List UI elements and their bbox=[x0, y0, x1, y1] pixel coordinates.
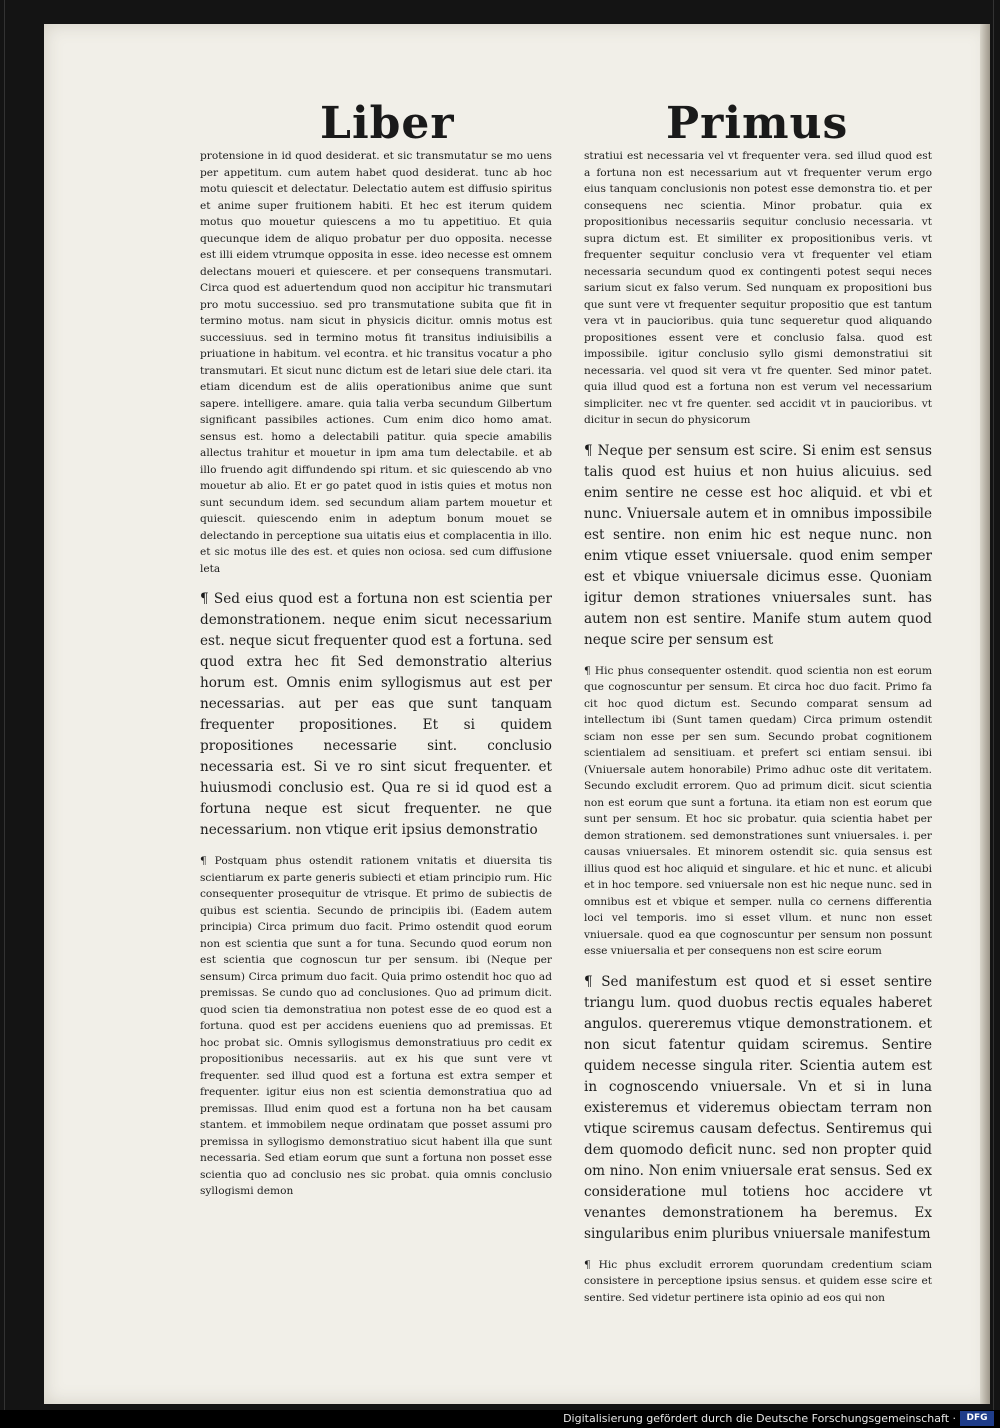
commentary-paragraph-2: ¶ Postquam phus ostendit rationem vnitatis et diuersita tis scientiarum ex parte generis subiecti et etiam principio rum. Hic consequenter prosequitur de vtrisque. Et primo de subiectis de quibus est scientia. Secundo de principiis ibi. (Eadem autem principia) Circa primum duo facit. Primo ostendit quod eorum non est scientia que sunt a for tuna. Secundo quod eorum non est scientia que cognoscun tur per sensum. ibi (Neque per sensum) Circa primum duo facit. Quia primo ostendit hoc quo ad premissas. Se cundo quo ad conclusiones. Quo ad primum dicit. quod scien tia demonstratiua non potest esse de eo quod est a fortuna. quod est per accidens eueniens quo ad premissas. Et hoc probat sic. Omnis syllogismus demonstratiuus pro cedit ex propositionibus necessariis. aut ex his que sunt vere vt frequenter. sed illud quod est a fortuna est extra semper et frequenter. igitur eius non est scientia demonstratiua quo ad premissas. Illud enim quod est a fortuna non ha bet causam stantem. et immobilem neque ordinatam que posset assumi pro premissa in syllogismo demonstratiuo sicut habent illa que sunt necessaria. Sed etiam eorum que sunt a fortuna non posset esse scientia quo ad conclusio nes sic probat. quia omnis conclusio syllogismi demon bbox=[200, 855, 552, 1197]
page-edge bbox=[980, 24, 990, 1404]
scan-frame-right bbox=[993, 0, 994, 1410]
running-head-right: Primus bbox=[666, 98, 849, 149]
commentary-paragraph-5: ¶ Hic phus excludit errorem quorundam credentium sciam consistere in perceptione ipsius sensus. et quidem esse scire et sentire. Sed videtur pertinere ista opinio ad eos qui non bbox=[584, 1258, 932, 1304]
aristotle-text-paragraph-1: ¶ Sed eius quod est a fortuna non est scientia per demonstrationem. neque enim sicut necessarium est. neque sicut frequenter quod est a fortuna. sed quod extra hec fit Sed demonstratio alterius horum est. Omnis enim syllogismus aut est per necessarias. aut per eas que sunt tanquam frequenter propositiones. Et si quidem propositiones necessarie sint. conclusio necessaria est. Si ve ro sint sicut frequenter. et huiusmodi conclusio est. Qua re si id quod est a fortuna neque est sicut frequenter. ne que necessarium. non vtique erit ipsius demonstratio bbox=[200, 591, 552, 838]
commentary-paragraph-1: protensione in id quod desiderat. et sic transmutatur se mo uens per appetitum. cum autem habet quod desiderat. tunc ab hoc motu quiescit et delectatur. Delectatio autem est diffusio spiritus et anime super fruitionem habiti. Et hec est iterum quidem motus quo mouetur quiescens a mo tu appetitiuo. Et quia quecunque idem de aliquo probatur per duo opposita. necesse est illi eidem vtrumque opposita in esse. ideo necesse est omnem delectans moueri et quiescere. et per consequens transmutari. Circa quod est aduertendum quod non accipitur hic transmutari pro motu successiuo. sed pro transmutatione subita que fit in termino motus. nam sicut in physicis dicitur. omnis motus est successiuus. sed in termino motus fit transitus indiuisibilis a priuatione in habitum. vel econtra. et hic transitus vocatur a pho transmutari. Et sicut nunc dictum est de letari siue dele ctari. ita etiam dicendum est de aliis operationibus anime que sunt sapere. intelligere. amare. quia talia verba secundum Gilbertum significant passibiles actiones. Cum enim dico homo amat. sensus est. homo a delectabili patitur. quia specie amabilis allectus trahitur et mouetur in ipm ama tum delectabile. et ab illo fruendo agit diffundendo spi ritum. et sic quiescendo ab vno mouetur ab alio. Et er go patet quod in istis quies et motus non sunt secundum idem. sed secundum aliam partem mouetur et quiescit. quiescendo enim in adeptum bonum mouet se delectando in perceptione sua uitatis eius et complacentia in illo. et sic motus ille des est. et quies non ociosa. sed cum diffusione leta bbox=[200, 150, 552, 575]
left-text-column bbox=[200, 148, 552, 1212]
running-head-left: Liber bbox=[320, 98, 455, 149]
dfg-logo-icon: DFG bbox=[960, 1411, 994, 1426]
aristotle-text-paragraph-2: ¶ Neque per sensum est scire. Si enim est sensus talis quod est huius et non huius alicuius. sed enim sentire ne cesse est hoc aliquid. et vbi et nunc. Vniuersale autem et in omnibus impossibile est sentire. non enim hic est neque nunc. non enim vtique esset vniuersale. quod enim semper est et vbique vniuersale dicimus esse. Quoniam igitur demon strationes vniuersales sunt. has autem non est sentire. Manife stum autem quod neque scire per sensum est bbox=[584, 442, 932, 648]
right-text-column bbox=[584, 148, 932, 1318]
funding-credit: Digitalisierung gefördert durch die Deutsche Forschungsgemeinschaft · bbox=[563, 1412, 956, 1425]
aristotle-text-paragraph-3: ¶ Sed manifestum est quod et si esset sentire triangu lum. quod duobus rectis equales haberet angulos. quereremus vtique demonstrationem. et non sicut fatentur quidam sciremus. Sentire quidem necesse singula riter. Scientia autem est in cognoscendo vniuersale. Vn et si in luna existeremus et videremus obiectam terram non vtique sciremus causam defectus. Sentiremus qui dem quomodo deficit nunc. sed non propter quid om nino. Non enim vniuersale erat sensus. Sed ex consideratione mul totiens hoc accidere vt venantes demonstrationem ha beremus. Ex singularibus enim pluribus vniuersale manifestum bbox=[584, 973, 932, 1242]
commentary-paragraph-4: ¶ Hic phus consequenter ostendit. quod scientia non est eorum que cognoscuntur per sensum. Et circa hoc duo facit. Primo fa cit hoc quod dictum est. Secundo comparat sensum ad intellectum ibi (Sunt tamen quedam) Circa primum ostendit sciam non esse per sen sum. Secundo probat cognitionem scientialem ad sensitiuam. et prefert sci entiam sensui. ibi (Vniuersale autem honorabile) Primo adhuc oste dit veritatem. Secundo excludit errorem. Quo ad primum dicit. sicut scientia non est eorum que sunt a fortuna. ita etiam non est eorum que sunt per sensum. Et hoc sic probatur. quia scientia habet per demon strationem. sed demonstrationes sunt vniuersales. i. per causas vniuersales. Et minorem ostendit sic. quia sensus est illius quod est hoc aliquid et singulare. et hic et nunc. et alicubi et in hoc tempore. sed vniuersale non est hic neque nunc. sed in omnibus est et vbique et semper. nulla co cernens differentia loci vel temporis. imo si esset vllum. et nunc non esset vniuersale. quod ea que cognoscuntur per sensum non possunt esse vniuersalia et per consequens non est scire eorum bbox=[584, 664, 932, 957]
digitization-footer bbox=[0, 1410, 1000, 1428]
commentary-paragraph-3: stratiui est necessaria vel vt frequenter vera. sed illud quod est a fortuna non est necessarium aut vt frequenter verum ergo eius tanquam conclusionis non potest esse demonstra tio. et per consequens nec scientia. Minor probatur. quia ex propositionibus necessariis sequitur conclusio necessaria. vt supra dictum est. Et similiter ex propositionibus veris. vt frequenter sequitur conclusio vera vt frequenter vel etiam necessaria secundum quod ex contingenti potest sequi neces sarium sicut ex falso verum. Sed nunquam ex propositioni bus que sunt vere vt frequenter sequitur propositio que est tantum vera vt in paucioribus. quia tunc sequeretur quod aliquando propositiones essent vere et conclusio falsa. quod est impossibile. igitur conclusio syllo gismi demonstratiui sit necessaria. vel quod sit vera vt fre quenter. Sed minor patet. quia illud quod est a fortuna non est verum vel necessarium simpliciter. nec vt fre quenter. sed accidit vt in paucioribus. vt dicitur in secun do physicorum bbox=[584, 150, 932, 426]
scan-frame-left bbox=[4, 0, 5, 1410]
